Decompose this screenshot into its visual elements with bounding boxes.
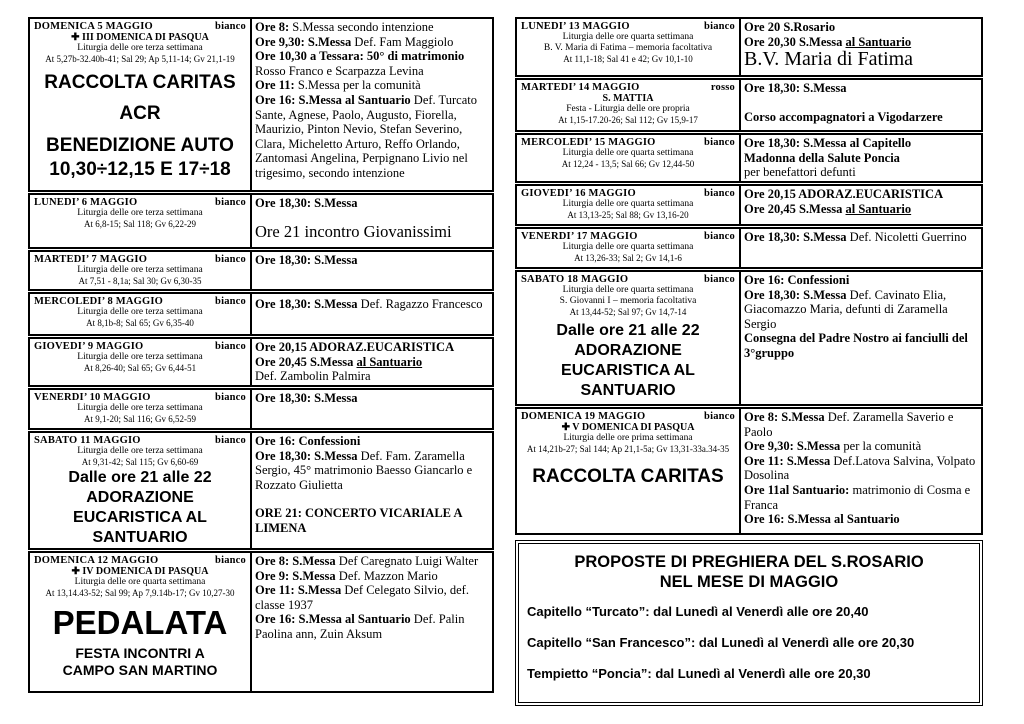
liturgical-color: bianco — [704, 21, 735, 32]
liturgy-week: Liturgia delle ore prima settimana — [563, 433, 693, 443]
liturgical-color: rosso — [710, 82, 735, 93]
day-row-monday-6 — [28, 193, 494, 249]
day-row-wednesday-8 — [28, 292, 494, 336]
day-title: MERCOLEDI’ 8 MAGGIO — [34, 296, 164, 307]
events-cell: Ore 18,30: S.Messa al Capitello Madonna della Salute Poncia per benefattori defunti — [744, 136, 912, 180]
readings: At 13,26-33; Sal 2; Gv 14,1-6 — [574, 253, 682, 263]
announcement: Dalle ore 21 alle 22 — [68, 469, 212, 486]
liturgy-week: Liturgia delle ore terza settimana — [77, 265, 203, 275]
day-title: VENERDI’ 10 MAGGIO — [34, 392, 151, 403]
events-cell: Ore 18,30: S.Messa Def. Ragazzo Francesco — [255, 297, 483, 311]
liturgical-color: bianco — [215, 555, 246, 566]
events-cell: Ore 18,30: S.Messa Ore 21 incontro Giovanissimi — [252, 195, 492, 247]
day-title: LUNEDI’ 13 MAGGIO — [521, 21, 630, 32]
events-cell: Ore 16: Confessioni Ore 18,30: S.Messa Def. Cavinato Elia, Giacomazzo Maria, defunti di Zaramella Sergio Consegna del Padre Nostro ai fanciulli del 3°gruppo — [744, 273, 968, 360]
day-row-tuesday-7 — [28, 250, 494, 291]
announcement: ADORAZIONE — [86, 489, 194, 506]
liturgy-week: Liturgia delle ore terza settimana — [77, 208, 203, 218]
announcement: SANTUARIO — [580, 382, 676, 399]
day-title: SABATO 18 MAGGIO — [521, 274, 629, 285]
liturgical-color: bianco — [215, 392, 246, 403]
liturgy-week: Liturgia delle ore quarta settimana — [562, 32, 694, 42]
events-cell: Ore 8: S.Messa Def. Zaramella Saverio e Paolo Ore 9,30: S.Messa per la comunità Ore 11: S.Messa Def.Latova Salvina, Volpato Dosolina Ore 11al Santuario: matrimonio di Cosma e Franca Ore 16: S.Messa al Santuario — [744, 410, 976, 527]
rosary-location: Tempietto “Poncia”: dal Lunedì al Venerdì alle ore 20,30 — [527, 666, 871, 681]
day-row-tuesday-14 — [515, 78, 983, 132]
liturgy-week: Liturgia delle ore quarta settimana — [562, 242, 694, 252]
liturgy-week: Liturgia delle ore terza settimana — [77, 307, 203, 317]
liturgical-color: bianco — [215, 197, 246, 208]
day-title: DOMENICA 12 MAGGIO — [34, 555, 159, 566]
announcement: 10,30÷12,15 E 17÷18 — [49, 159, 231, 180]
liturgy-week: Liturgia delle ore terza settimana — [77, 352, 203, 362]
day-title: GIOVEDI’ 9 MAGGIO — [34, 341, 144, 352]
day-row-friday-17 — [515, 227, 983, 269]
day-row-wednesday-15 — [515, 133, 983, 183]
day-title: MERCOLEDI’ 15 MAGGIO — [521, 137, 656, 148]
day-row-saturday-11 — [28, 431, 494, 550]
feast-title: ✚ III DOMENICA DI PASQUA — [71, 32, 209, 43]
feast-title: ✚ V DOMENICA DI PASQUA — [561, 422, 695, 433]
rosary-location: Capitello “Turcato”: dal Lunedì al Venerdì alle ore 20,40 — [527, 604, 869, 619]
saint-memorial: B. V. Maria di Fatima – memoria facoltativa — [543, 43, 713, 53]
events-cell: Ore 20,15 ADORAZ.EUCARISTICA Ore 20,45 S.Messa al Santuario — [744, 187, 944, 216]
day-title: MARTEDI’ 7 MAGGIO — [34, 254, 148, 265]
day-row-sunday-5 — [28, 17, 494, 192]
readings: At 14,21b-27; Sal 144; Ap 21,1-5a; Gv 13,31-33a.34-35 — [526, 444, 730, 454]
day-row-monday-13 — [515, 17, 983, 77]
liturgical-color: bianco — [704, 411, 735, 422]
day-title: MARTEDI’ 14 MAGGIO — [521, 82, 640, 93]
date-cell — [30, 553, 252, 691]
feast-title: S. MATTIA — [602, 93, 654, 104]
day-title: DOMENICA 5 MAGGIO — [34, 21, 153, 32]
day-row-thursday-16 — [515, 184, 983, 226]
date-cell — [30, 390, 252, 428]
liturgy-week: Liturgia delle ore quarta settimana — [562, 285, 694, 295]
readings: At 8,26-40; Sal 65; Gv 6,44-51 — [83, 363, 197, 373]
liturgy-week: Liturgia delle ore terza settimana — [77, 43, 203, 53]
date-cell — [30, 252, 252, 289]
announcement: SANTUARIO — [92, 529, 188, 546]
announcement: PEDALATA — [52, 604, 228, 641]
announcement: Dalle ore 21 alle 22 — [556, 322, 700, 339]
events-cell: Ore 20,15 ADORAZ.EUCARISTICA Ore 20,45 S.Messa al Santuario Def. Zambolin Palmira — [255, 340, 455, 384]
liturgy-week: Liturgia delle ore terza settimana — [77, 446, 203, 456]
announcement: ACR — [119, 103, 161, 124]
liturgical-color: bianco — [215, 254, 246, 265]
announcement: RACCOLTA CARITAS — [532, 466, 724, 487]
readings: At 13,14.43-52; Sal 99; Ap 7,9.14b-17; Gv 10,27-30 — [45, 588, 235, 598]
liturgy-week: Liturgia delle ore terza settimana — [77, 403, 203, 413]
readings: At 1,15-17.20-26; Sal 112; Gv 15,9-17 — [558, 115, 698, 125]
events-cell: Ore 18,30: S.Messa — [255, 253, 358, 267]
liturgy-week: Liturgia delle ore quarta settimana — [562, 199, 694, 209]
liturgical-color: bianco — [704, 274, 735, 285]
event-highlight: B.V. Maria di Fatima — [744, 48, 914, 71]
events-cell: Ore 18,30: S.Messa Corso accompagnatori a Vigodarzere — [744, 81, 943, 124]
day-title: GIOVEDI’ 16 MAGGIO — [521, 188, 636, 199]
day-title: VENERDI’ 17 MAGGIO — [521, 231, 638, 242]
right-panel — [515, 17, 983, 536]
readings: At 5,27b-32.40b-41; Sal 29; Ap 5,11-14; Gv 21,1-19 — [45, 54, 235, 64]
date-cell — [517, 186, 741, 224]
date-cell — [30, 19, 252, 190]
rosary-location: Capitello “San Francesco”: dal Lunedì al Venerdì alle ore 20,30 — [527, 635, 915, 650]
liturgical-color: bianco — [215, 341, 246, 352]
date-cell — [517, 229, 741, 267]
readings: At 9,1-20; Sal 116; Gv 6,52-59 — [84, 414, 196, 424]
events-cell: Ore 16: Confessioni Ore 18,30: S.Messa Def. Fam. Zaramella Sergio, 45° matrimonio Baesso Giancarlo e Rozzato Giulietta ORE 21: CONCERTO VICARIALE A LIMENA — [255, 434, 473, 535]
date-cell — [517, 135, 741, 181]
announcement: FESTA INCONTRI A — [75, 645, 205, 661]
box-subtitle: NEL MESE DI MAGGIO — [659, 573, 839, 591]
box-title: PROPOSTE DI PREGHIERA DEL S.ROSARIO — [574, 553, 924, 571]
saint-memorial: S. Giovanni I – memoria facoltativa — [559, 296, 697, 306]
liturgical-color: bianco — [215, 21, 246, 32]
day-row-saturday-18 — [515, 270, 983, 406]
date-cell — [30, 339, 252, 385]
liturgical-color: bianco — [215, 296, 246, 307]
announcement: ADORAZIONE — [574, 342, 682, 359]
day-row-sunday-12 — [28, 551, 494, 693]
feast-title: ✚ IV DOMENICA DI PASQUA — [71, 566, 209, 577]
liturgy-week: Liturgia delle ore quarta settimana — [74, 577, 206, 587]
readings: At 7,51 - 8,1a; Sal 30; Gv 6,30-35 — [78, 276, 202, 286]
readings: At 6,8-15; Sal 118; Gv 6,22-29 — [84, 219, 196, 229]
day-row-sunday-19 — [515, 407, 983, 535]
events-cell: Ore 8: S.Messa Def Caregnato Luigi Walter Ore 9: S.Messa Def. Mazzon Mario Ore 11: S.Messa Def Celegato Silvio, def. classe 1937 Ore 16: S.Messa al Santuario Def. Palin Paolina ann, Zuin Aksum — [255, 554, 479, 641]
day-row-thursday-9 — [28, 337, 494, 387]
announcement: EUCARISTICA AL — [73, 509, 207, 526]
events-cell: Ore 18,30: S.Messa Def. Nicoletti Guerrino — [744, 230, 967, 244]
readings: At 11,1-18; Sal 41 e 42; Gv 10,1-10 — [563, 54, 693, 64]
events-cell: Ore 20 S.Rosario Ore 20,30 S.Messa al Santuario B.V. Maria di Fatima — [741, 19, 981, 75]
day-title: LUNEDI’ 6 MAGGIO — [34, 197, 138, 208]
announcement: EUCARISTICA AL — [561, 362, 695, 379]
liturgical-color: bianco — [215, 435, 246, 446]
day-row-friday-10 — [28, 388, 494, 430]
readings: At 12,24 - 13,5; Sal 66; Gv 12,44-50 — [561, 159, 695, 169]
event-highlight: Ore 21 incontro Giovanissimi — [255, 221, 452, 241]
liturgical-color: bianco — [704, 231, 735, 242]
events-cell: Ore 18,30: S.Messa — [255, 391, 358, 405]
rosary-proposals-box — [515, 540, 983, 706]
date-cell — [517, 19, 741, 75]
date-cell — [517, 272, 741, 404]
date-cell — [30, 433, 252, 548]
readings: At 9,31-42; Sal 115; Gv 6,60-69 — [81, 457, 199, 467]
events-cell: Ore 8: S.Messa secondo intenzione Ore 9,30: S.Messa Def. Fam Maggiolo Ore 10,30 a Tessara: 50° di matrimonio Rosso Franco e Scarpazza Levina Ore 11: S.Messa per la comunità Ore 16: S.Messa al Santuario Def. Turcato Sante, Agnese, Paolo, Augusto, Fiorella, Maurizio, Pinton Nevio, Stefan Severino, Clara, Micheletto Arturo, Reffo Orlando, Zantomasi Angelina, Perpignano Livio nel trigesimo, secondo intenzione — [255, 20, 477, 180]
liturgy-week: Festa - Liturgia delle ore propria — [566, 104, 690, 114]
readings: At 13,44-52; Sal 97; Gv 14,7-14 — [569, 307, 687, 317]
readings: At 8,1b-8; Sal 65; Gv 6,35-40 — [86, 318, 194, 328]
date-cell — [30, 195, 252, 247]
readings: At 13,13-25; Sal 88; Gv 13,16-20 — [567, 210, 689, 220]
day-title: DOMENICA 19 MAGGIO — [521, 411, 646, 422]
date-cell — [517, 409, 741, 533]
announcement: RACCOLTA CARITAS — [44, 72, 236, 93]
announcement: BENEDIZIONE AUTO — [46, 135, 234, 156]
liturgical-color: bianco — [704, 188, 735, 199]
date-cell — [517, 80, 741, 130]
left-panel — [28, 17, 494, 694]
date-cell — [30, 294, 252, 334]
liturgy-week: Liturgia delle ore quarta settimana — [562, 148, 694, 158]
day-title: SABATO 11 MAGGIO — [34, 435, 141, 446]
liturgical-color: bianco — [704, 137, 735, 148]
announcement: CAMPO SAN MARTINO — [62, 662, 218, 678]
